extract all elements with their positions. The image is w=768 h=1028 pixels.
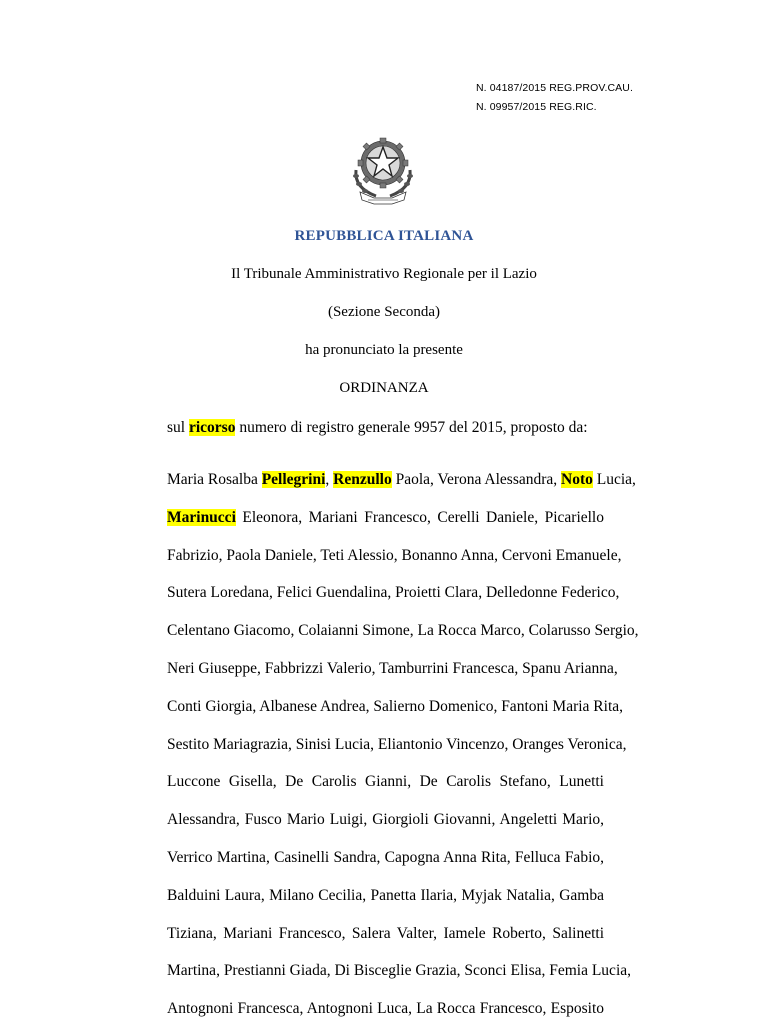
intro-line bbox=[167, 419, 588, 437]
document-type: ORDINANZA bbox=[339, 380, 429, 396]
paragraph-line: Balduini Laura, Milano Cecilia, Panetta Ilaria, Myjak Natalia, Gamba bbox=[167, 886, 604, 904]
highlight-pellegrini: Pellegrini bbox=[261, 471, 326, 488]
text-run: Eleonora, Mariani Francesco, Cerelli Daniele, Picariello bbox=[235, 508, 604, 526]
highlight-ricorso: ricorso bbox=[188, 419, 236, 436]
text-run: Maria Rosalba bbox=[167, 471, 262, 488]
paragraph-line: Sutera Loredana, Felici Guendalina, Proietti Clara, Delledonne Federico, bbox=[167, 584, 620, 602]
paragraph-line: Celentano Giacomo, Colaianni Simone, La Rocca Marco, Colarusso Sergio, bbox=[167, 622, 639, 640]
republic-title: REPUBBLICA ITALIANA bbox=[294, 228, 474, 244]
pronounced-line: ha pronunciato la presente bbox=[305, 342, 463, 358]
italian-republic-emblem-icon bbox=[346, 130, 420, 206]
text-run: , bbox=[325, 471, 334, 488]
paragraph-line: Martina, Prestianni Giada, Di Bisceglie Grazia, Sconci Elisa, Femia Lucia, bbox=[167, 962, 632, 980]
text-run: Lucia, bbox=[592, 471, 636, 488]
paragraph-line: Neri Giuseppe, Fabbrizzi Valerio, Tamburrini Francesca, Spanu Arianna, bbox=[167, 659, 618, 677]
paragraph-line: Verrico Martina, Casinelli Sandra, Capogna Anna Rita, Felluca Fabio, bbox=[167, 848, 604, 866]
paragraph-line: Sestito Mariagrazia, Sinisi Lucia, Eliantonio Vincenzo, Oranges Veronica, bbox=[167, 735, 627, 753]
highlight-noto: Noto bbox=[561, 471, 593, 488]
paragraph-line bbox=[167, 461, 636, 499]
paragraph-line: Conti Giorgia, Albanese Andrea, Salierno Domenico, Fantoni Maria Rita, bbox=[167, 697, 624, 715]
intro-suffix: numero di registro generale 9957 del 2015, proposto da: bbox=[235, 419, 588, 436]
paragraph-line: Antognoni Francesca, Antognoni Luca, La Rocca Francesco, Esposito bbox=[167, 1000, 604, 1018]
ref-prov-cau: N. 04187/2015 REG.PROV.CAU. bbox=[476, 82, 633, 94]
paragraph-line: Alessandra, Fusco Mario Luigi, Giorgioli Giovanni, Angeletti Mario, bbox=[167, 811, 604, 829]
highlight-marinucci: Marinucci bbox=[167, 508, 236, 526]
paragraph-line: Tiziana, Mariani Francesco, Salera Valter, Iamele Roberto, Salinetti bbox=[167, 924, 604, 942]
paragraph-line: Luccone Gisella, De Carolis Gianni, De Carolis Stefano, Lunetti bbox=[167, 773, 604, 791]
court-section: (Sezione Seconda) bbox=[327, 304, 441, 320]
court-name: Il Tribunale Amministrativo Regionale per il Lazio bbox=[231, 266, 537, 282]
paragraph-line bbox=[167, 499, 604, 537]
text-run: Paola, Verona Alessandra, bbox=[391, 471, 562, 488]
applicants-paragraph bbox=[167, 461, 639, 1028]
highlight-renzullo: Renzullo bbox=[333, 471, 392, 488]
paragraph-line: Fabrizio, Paola Daniele, Teti Alessio, Bonanno Anna, Cervoni Emanuele, bbox=[167, 546, 622, 564]
ref-ric: N. 09957/2015 REG.RIC. bbox=[476, 101, 597, 113]
intro-prefix: sul bbox=[167, 419, 189, 436]
